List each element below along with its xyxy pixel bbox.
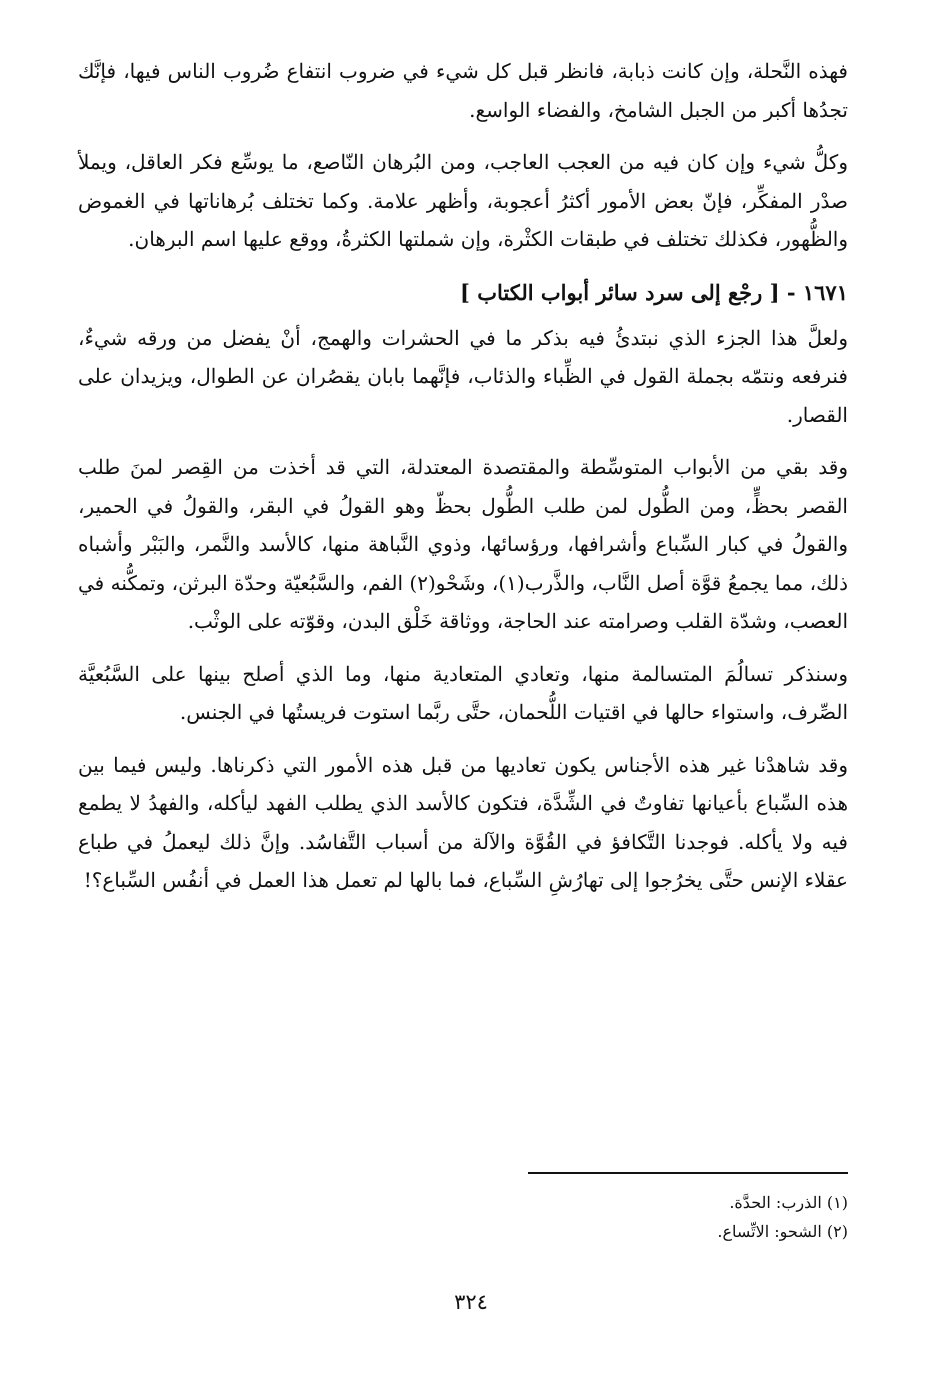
paragraph-2: وكلُّ شيء وإن كان فيه من العجب العاجب، ومن البُرهان النّاصع، ما يوسِّع فكر العاقل، ويملأ صدْر المفكِّر، فإنّ بعض الأمور أكثرُ أعجوبة، وأظهر علامة. وكما تختلف بُرهاناتها في الغموض والظُّهور، فكذلك تختلف في طبقات الكثْرة، وإن شملتها الكثرةُ، ووقع عليها اسم البرهان. <box>78 150 848 251</box>
paragraph-1: فهذه النَّحلة، وإن كانت ذبابة، فانظر قبل كل شيء في ضروب انتفاع ضُروب الناس فيها، فإنَّك تجدُها أكبر من الجبل الشامخ، والفضاء الواسع. <box>78 59 848 122</box>
paragraph-4: وقد بقي من الأبواب المتوسِّطة والمقتصدة المعتدلة، التي قد أخذت من القِصر لمنَ طلب القصر بحظٍّ، ومن الطُّول لمن طلب الطُّول بحظّ وهو القولُ في البقر، والقولُ في الحمير، والقولُ في كبار السِّباع وأشرافها، ورؤسائها، وذوي النَّباهة منها، كالأسد والنَّمر، والبَبْر وأشباه ذلك، مما يجمعُ قوَّة أصل النَّاب، والذَّرب(١)، وشَحْو(٢) الفم، والسَّبُعيّة وحدّة البرثن، وتمكُّنه في العصب، وشدّة القلب وصرامته عند الحاجة، ووثاقة خَلْق البدن، وقوّته على الوثْب. <box>78 455 848 633</box>
footnote-1: (١) الذرب: الحدَّة. <box>729 1193 848 1212</box>
page-body <box>78 52 848 914</box>
paragraph-5: وسنذكر تسالُمَ المتسالمة منها، وتعادي المتعادية منها، وما الذي أصلح بينها على السَّبُعيَّة الصِّرف، واستواء حالها في اقتيات اللُّحمان، حتَّى ربَّما استوت فريستُها في الجنس. <box>78 661 848 724</box>
page-number: ٣٢٤ <box>454 1290 488 1314</box>
paragraph-3: ولعلَّ هذا الجزء الذي نبتدئُ فيه بذكر ما في الحشرات والهمج، أنْ يفضل من ورقه شيءٌ، فنرفعه ونتمّه بجملة القول في الظِّباء والذئاب، فإنَّهما بابان يقصُران عن الطوال، ويزيدان على القصار. <box>78 325 848 427</box>
paragraph-6: وقد شاهدْنا غير هذه الأجناس يكون تعاديها من قبل هذه الأمور التي ذكرناها. وليس فيما بين هذه السِّباع بأعيانها تفاوتٌ في الشِّدَّة، فتكون كالأسد الذي يطلب الفهد ليأكله، والفهدُ لا يطمع فيه ولا يأكله. فوجدنا التَّكافؤ في القُوَّة والآلة من أسباب التَّفاسُد. وإنَّ ذلك ليعملُ في طباع عقلاء الإنس حتَّى يخرُجوا إلى تهارُشِ السِّباع، فما بالها لم تعمل هذا العمل في أنفُس السِّباع؟! <box>78 752 848 892</box>
footnote-divider <box>528 1172 848 1174</box>
footnote-2: (٢) الشحو: الاتِّساع. <box>717 1222 848 1241</box>
footnotes <box>428 1188 848 1246</box>
section-heading: ١٦٧١ - [ رجْع إلى سرد سائر أبواب الكتاب ] <box>460 279 848 305</box>
